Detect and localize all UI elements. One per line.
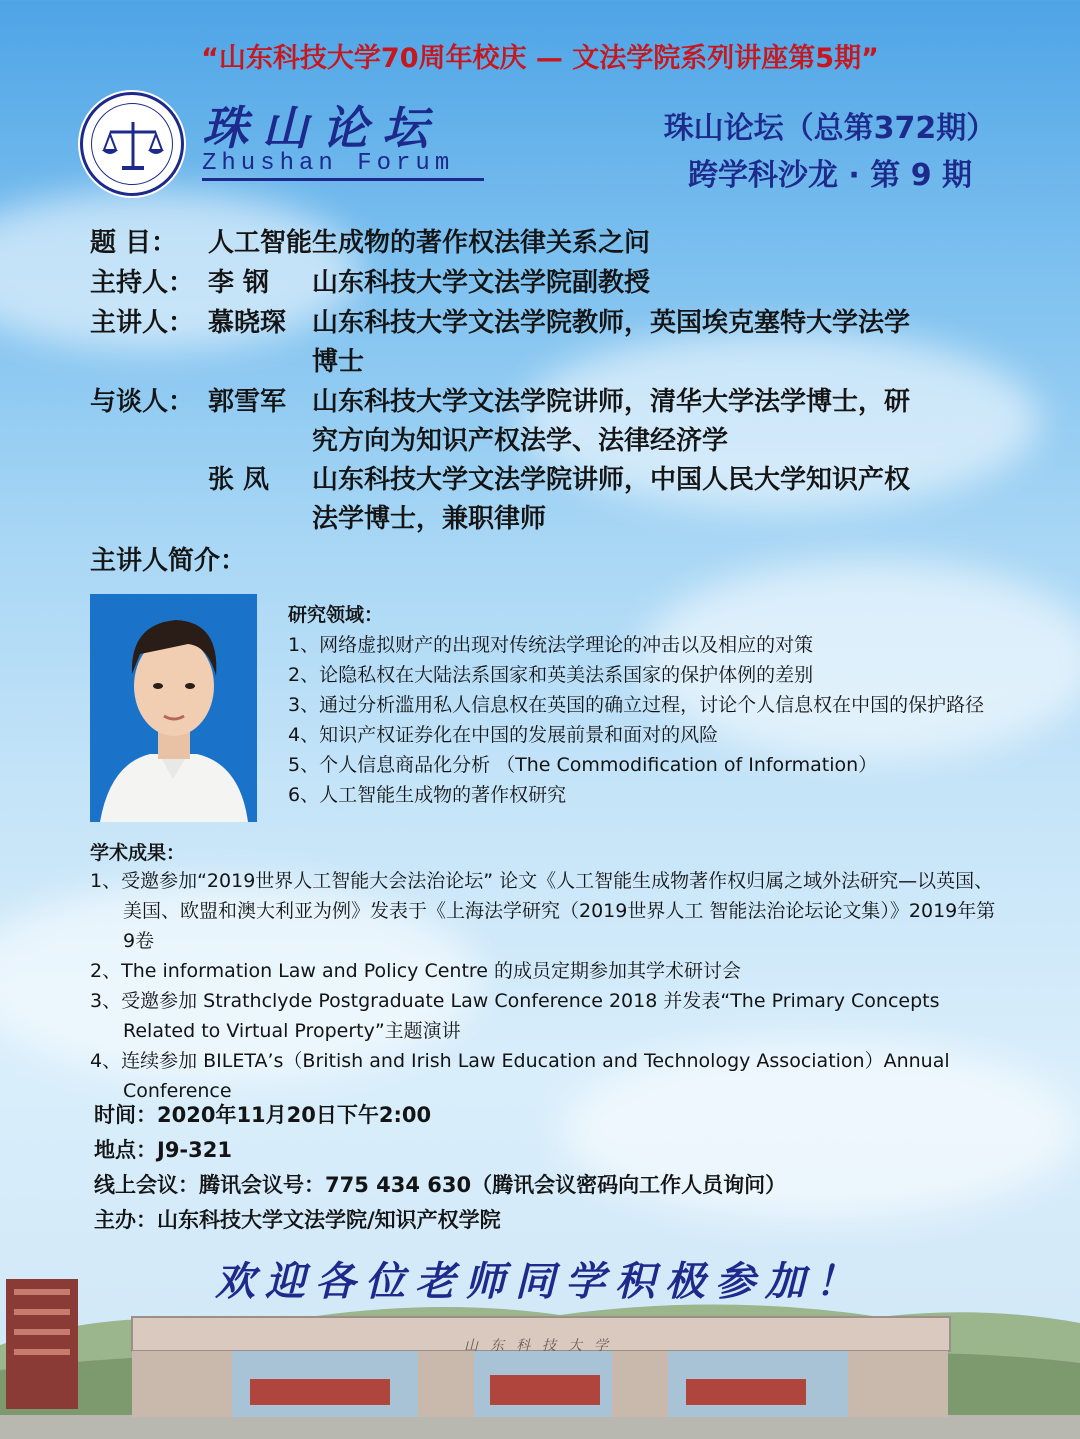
achievements-list — [90, 866, 1000, 1106]
panelist-2-desc-2: 法学博士，兼职律师 — [312, 504, 547, 534]
host-label: 主持人： — [90, 268, 195, 298]
event-banner: “山东科技大学70周年校庆 — 文法学院系列讲座第5期” — [201, 43, 879, 74]
research-item: 2、论隐私权在大陆法系国家和英美法系国家的保护体例的差别 — [288, 664, 814, 686]
gate-inscription: 山东科技大学 — [464, 1338, 620, 1354]
panelist-1-name: 郭雪军 — [208, 387, 287, 417]
research-item: 5、个人信息商品化分析 （The Commodification of Information） — [288, 754, 878, 776]
achievement-item: 1、受邀参加“2019世界人工智能大会法治论坛” 论文《人工智能生成物著作权归属之域外法研究—以英国、美国、欧盟和澳大利亚为例》发表于《上海法学研究（2019世界人工 智能法治论坛论文集）》2019年第9卷 — [90, 870, 996, 952]
research-item: 1、网络虚拟财产的出现对传统法学理论的冲击以及相应的对策 — [288, 634, 814, 656]
achievements-heading: 学术成果： — [90, 842, 186, 864]
speaker-desc-2: 博士 — [312, 347, 365, 377]
online-meeting: 线上会议：腾讯会议号：775 434 630（腾讯会议密码向工作人员询问） — [94, 1173, 787, 1197]
research-item: 4、知识产权证券化在中国的发展前景和面对的风险 — [288, 724, 719, 746]
event-time: 时间：2020年11月20日下午2:00 — [94, 1103, 432, 1127]
achievement-item: 3、受邀参加 Strathclyde Postgraduate Law Conference 2018 并发表“The Primary Concepts Related to Virtual Property”主题演讲 — [90, 990, 940, 1042]
research-list — [288, 630, 998, 810]
welcome-slogan: 欢迎各位老师同学积极参加！ — [215, 1258, 865, 1305]
topic-text: 人工智能生成物的著作权法律关系之问 — [208, 228, 651, 258]
event-place: 地点：J9-321 — [94, 1138, 232, 1162]
issue-number: 珠山论坛（总第372期） — [663, 111, 997, 146]
panelist-2-desc-1: 山东科技大学文法学院讲师，中国人民大学知识产权 — [312, 465, 911, 495]
forum-logo-subtitle: Zhushan Forum — [202, 150, 455, 177]
speaker-desc-1: 山东科技大学文法学院教师，英国埃克塞特大学法学 — [312, 308, 911, 338]
organizer: 主办：山东科技大学文法学院/知识产权学院 — [94, 1208, 501, 1232]
forum-seal-logo — [80, 92, 184, 196]
campus-gate-image — [0, 1275, 1080, 1439]
intro-heading: 主讲人简介： — [90, 546, 247, 576]
host-name: 李 钢 — [208, 268, 270, 298]
speaker-photo — [90, 594, 257, 822]
panelist-2-name: 张 凤 — [208, 465, 270, 495]
achievement-item: 2、The information Law and Policy Centre 的成员定期参加其学术研讨会 — [90, 960, 742, 982]
research-heading: 研究领域： — [288, 604, 384, 626]
achievement-item: 4、连续参加 BILETA’s（British and Irish Law Education and Technology Association）Annual Conference — [90, 1050, 950, 1102]
speaker-name: 慕晓琛 — [208, 308, 287, 338]
speaker-label: 主讲人： — [90, 308, 195, 338]
research-item: 6、人工智能生成物的著作权研究 — [288, 784, 567, 806]
panel-label: 与谈人： — [90, 387, 195, 417]
scales-icon — [91, 103, 173, 185]
salon-number: 跨学科沙龙 · 第 9 期 — [687, 158, 973, 193]
logo-underline — [202, 178, 484, 181]
research-item: 3、通过分析滥用私人信息权在英国的确立过程，讨论个人信息权在中国的保护路径 — [288, 694, 985, 716]
panelist-1-desc-1: 山东科技大学文法学院讲师，清华大学法学博士，研 — [312, 387, 911, 417]
panelist-1-desc-2: 究方向为知识产权法学、法律经济学 — [312, 426, 729, 456]
host-desc: 山东科技大学文法学院副教授 — [312, 268, 651, 298]
topic-label: 题 目： — [90, 228, 178, 258]
forum-logo-title: 珠山论坛 — [202, 101, 442, 155]
